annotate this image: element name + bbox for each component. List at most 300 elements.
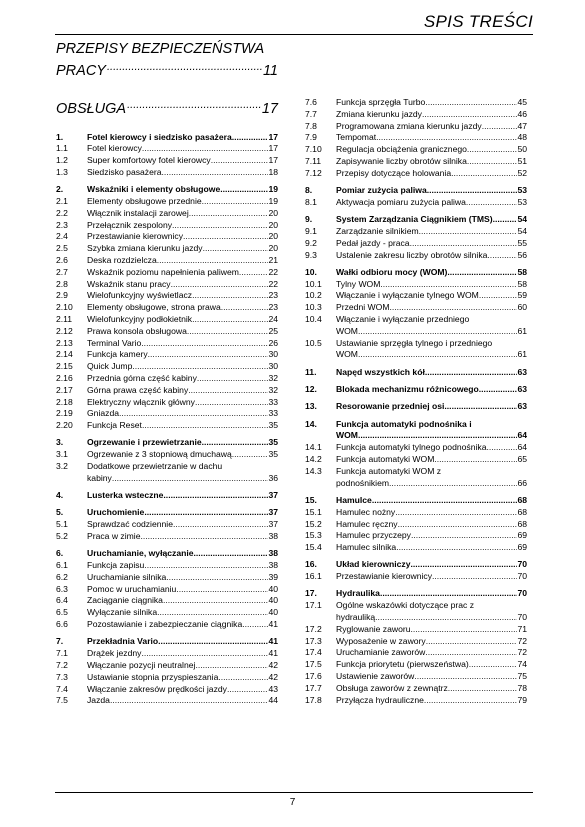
toc-main-entry-line: OBSŁUGA [56, 101, 127, 117]
toc-entry-number: 9.2 [305, 237, 317, 248]
toc-section-entry[interactable] [56, 326, 278, 338]
toc-entry-title: Funkcja automatyki WOM z [336, 465, 442, 476]
toc-page-number: 35 [268, 437, 278, 448]
dot-leader [157, 255, 269, 267]
toc-section-entry[interactable] [56, 695, 278, 707]
dot-leader [242, 619, 268, 631]
toc-section-entry[interactable] [305, 168, 527, 180]
dot-leader [486, 442, 517, 454]
dot-leader [487, 250, 517, 262]
toc-section-entry[interactable] [56, 584, 278, 596]
toc-entry-number: 14.1 [305, 442, 322, 453]
toc-section-entry[interactable] [305, 442, 527, 454]
toc-section-entry[interactable] [305, 144, 527, 156]
toc-entry-title: Górna prawa część kabiny [87, 384, 189, 395]
toc-page-number: 33 [268, 408, 278, 419]
toc-entry-title: Funkcja Reset [87, 420, 142, 431]
dot-leader [166, 572, 268, 584]
toc-entry-number: 2.15 [56, 361, 73, 372]
toc-page-number: 61 [517, 325, 527, 336]
toc-section-entry[interactable] [56, 449, 278, 461]
toc-main-entry-line: PRACY [56, 63, 106, 79]
toc-page-number: 53 [517, 196, 527, 207]
dot-leader [434, 454, 517, 466]
toc-main-entry-operation[interactable] [56, 96, 278, 118]
toc-page-number: 47 [517, 120, 527, 131]
toc-section-entry[interactable] [56, 519, 278, 531]
toc-entry-title: Dodatkowe przewietrzanie w dachu [87, 461, 223, 472]
toc-page-number: 38 [268, 560, 278, 571]
toc-entry-title: Wskaźniki i elementy obsługowe [87, 184, 221, 195]
toc-entry-title: Pomoc w uruchamianiu [87, 583, 177, 594]
toc-chapter-entry[interactable] [305, 419, 527, 443]
dot-leader [195, 397, 269, 409]
toc-section-entry[interactable] [56, 595, 278, 607]
dot-leader [163, 490, 268, 502]
toc-entry-number: 16. [305, 559, 317, 570]
toc-page-number: 78 [517, 682, 527, 693]
toc-entry-number: 2.2 [56, 207, 68, 218]
toc-entry-title: Uruchamianie, wyłączanie [87, 548, 194, 559]
toc-entry-title: Ustalenie zakresu liczby obrotów silnika [336, 249, 488, 260]
toc-section-entry[interactable] [305, 97, 527, 109]
toc-section-entry[interactable] [56, 155, 278, 167]
toc-page-number: 68 [517, 518, 527, 529]
toc-section-entry[interactable] [305, 290, 527, 302]
toc-entry-title: Funkcja kamery [87, 349, 148, 360]
toc-section-entry[interactable] [305, 542, 527, 554]
toc-page-number: 74 [517, 659, 527, 670]
toc-entry-title: Gniazda [87, 408, 120, 419]
toc-entry-title: WOM [336, 349, 358, 360]
dot-leader [358, 349, 517, 361]
toc-entry-title: Zaciąganie ciągnika [87, 595, 163, 606]
toc-section-entry[interactable] [305, 197, 527, 209]
toc-entry-number: 15.3 [305, 530, 322, 541]
toc-entry-number: 9. [305, 214, 313, 225]
toc-entry-number: 7. [56, 636, 64, 647]
toc-entry-title: Praca w zimie [87, 531, 141, 541]
dot-leader [192, 314, 268, 326]
toc-entry-title: Ryglowanie zaworu [336, 623, 411, 634]
toc-section-entry[interactable] [56, 660, 278, 672]
toc-page-number: 51 [517, 155, 527, 166]
toc-entry-number: 5. [56, 507, 64, 518]
toc-section-entry[interactable] [305, 600, 527, 624]
header-rule [55, 34, 533, 35]
dot-leader [389, 302, 517, 314]
toc-section-entry[interactable] [56, 314, 278, 326]
toc-section-entry[interactable] [56, 196, 278, 208]
toc-chapter-entry[interactable] [56, 636, 278, 648]
dot-leader [425, 367, 518, 379]
toc-entry-title: Funkcja sprzęgła Turbo [336, 97, 426, 107]
toc-chapter-entry[interactable] [56, 184, 278, 196]
toc-entry-title: Siedzisko pasażera [87, 166, 162, 177]
toc-entry-title: Aktywacja pomiaru zużycia paliwa [336, 196, 466, 207]
toc-entry-title: Wyposażenie w zawory [336, 635, 426, 646]
toc-page-number: 40 [268, 583, 278, 594]
toc-page-number: 70 [517, 588, 527, 599]
toc-section-entry[interactable] [305, 238, 527, 250]
toc-section-entry[interactable] [56, 461, 278, 485]
dot-leader [202, 196, 269, 208]
toc-entry-number: 6.6 [56, 619, 68, 630]
toc-chapter-entry[interactable] [305, 185, 527, 197]
toc-section-entry[interactable] [56, 302, 278, 314]
toc-entry-title: Wałki odbioru mocy (WOM) [336, 266, 448, 277]
toc-section-entry[interactable] [305, 647, 527, 659]
toc-section-entry[interactable] [56, 255, 278, 267]
toc-page-number: 53 [517, 185, 527, 196]
toc-section-entry[interactable] [56, 338, 278, 350]
dot-leader [493, 214, 518, 226]
toc-page-number: 30 [268, 349, 278, 360]
toc-section-entry[interactable] [305, 454, 527, 466]
toc-entry-number: 10. [305, 266, 317, 277]
toc-section-entry[interactable] [56, 531, 278, 543]
toc-section-entry[interactable] [56, 208, 278, 220]
toc-section-entry[interactable] [305, 571, 527, 583]
toc-page-number: 19 [268, 184, 278, 195]
toc-section-entry[interactable] [305, 132, 527, 144]
toc-section-entry[interactable] [56, 408, 278, 420]
toc-chapter-entry[interactable] [56, 548, 278, 560]
toc-page-number: 11 [262, 63, 278, 79]
toc-entry-number: 2.20 [56, 420, 73, 431]
toc-section-entry[interactable] [56, 143, 278, 155]
toc-chapter-entry[interactable] [305, 495, 527, 507]
toc-page-number: 63 [517, 366, 527, 377]
toc-entry-number: 3.1 [56, 449, 68, 460]
toc-section-entry[interactable] [305, 519, 527, 531]
toc-page-number: 26 [268, 337, 278, 348]
dot-leader [358, 326, 517, 338]
toc-page-number: 37 [268, 519, 278, 530]
dot-leader [410, 238, 518, 250]
toc-section-entry[interactable] [56, 267, 278, 279]
toc-page-number: 24 [268, 313, 278, 324]
toc-section-entry[interactable] [56, 607, 278, 619]
toc-entry-title: Hamulec ręczny [336, 518, 398, 529]
toc-page-number: 20 [268, 231, 278, 242]
toc-section-entry[interactable] [305, 302, 527, 314]
dot-leader [203, 243, 269, 255]
dot-leader [162, 167, 269, 179]
toc-page-number: 17 [268, 131, 278, 142]
toc-section-entry[interactable] [305, 507, 527, 519]
toc-entry-number: 4. [56, 490, 64, 501]
dot-leader [376, 132, 517, 144]
toc-entry-title: Wskaźnik poziomu napełnienia paliwem [87, 266, 239, 277]
toc-page-number: 68 [517, 494, 527, 505]
toc-entry-number: 7.8 [305, 120, 317, 131]
dot-leader [451, 168, 517, 180]
dot-leader [396, 542, 517, 554]
toc-section-entry[interactable] [305, 695, 527, 707]
toc-chapter-entry[interactable] [305, 559, 527, 571]
toc-section-entry[interactable] [56, 167, 278, 179]
toc-entry-number: 10.5 [305, 337, 322, 348]
toc-section-entry[interactable] [305, 279, 527, 291]
toc-section-entry[interactable] [305, 671, 527, 683]
dot-leader [375, 612, 517, 624]
toc-entry-number: 6.5 [56, 607, 68, 618]
dot-leader [197, 373, 269, 385]
toc-section-entry[interactable] [56, 243, 278, 255]
toc-section-entry[interactable] [56, 420, 278, 432]
toc-entry-number: 2.5 [56, 243, 68, 254]
dot-leader [372, 495, 518, 507]
toc-entry-title: Ustawianie stopnia przyspieszania [87, 671, 219, 682]
toc-entry-number: 15.4 [305, 542, 322, 553]
toc-chapter-entry[interactable] [56, 132, 278, 144]
toc-entry-title: Programowana zmiana kierunku jazdy [336, 120, 482, 131]
toc-entry-number: 6.1 [56, 560, 68, 571]
toc-page-number: 35 [268, 420, 278, 431]
toc-section-entry[interactable] [305, 338, 527, 362]
toc-chapter-entry[interactable] [56, 437, 278, 449]
toc-entry-title: Lusterka wsteczne [87, 490, 164, 501]
toc-page-number: 72 [517, 647, 527, 658]
dot-leader [466, 197, 518, 209]
toc-section-entry[interactable] [56, 279, 278, 291]
toc-section-entry[interactable] [56, 397, 278, 409]
toc-entry-title: Przestawianie kierownicy [336, 571, 432, 582]
toc-entry-number: 15.1 [305, 506, 322, 517]
dot-leader [157, 607, 268, 619]
toc-entry-title: Ogrzewanie z 3 stopniową dmuchawą [87, 449, 232, 460]
toc-entry-number: 7.4 [56, 683, 68, 694]
toc-page-number: 17 [268, 143, 278, 154]
toc-left-column [56, 126, 278, 707]
toc-page-number: 50 [517, 144, 527, 155]
toc-entry-title: podnośnikiem [336, 477, 390, 488]
toc-section-entry[interactable] [305, 121, 527, 133]
toc-entry-number: 2.3 [56, 219, 68, 230]
toc-entry-number: 11. [305, 366, 317, 377]
toc-section-entry[interactable] [305, 530, 527, 542]
toc-chapter-entry[interactable] [305, 401, 527, 413]
dot-leader [171, 279, 269, 291]
toc-page-number: 38 [268, 531, 278, 541]
toc-entry-number: 8.1 [305, 196, 317, 207]
toc-section-entry[interactable] [56, 619, 278, 631]
toc-entry-title: Uruchomienie [87, 507, 145, 518]
toc-section-entry[interactable] [56, 648, 278, 660]
toc-section-entry[interactable] [56, 672, 278, 684]
dot-leader [110, 695, 269, 707]
toc-page-number: 23 [268, 302, 278, 313]
toc-page-number: 79 [517, 694, 527, 705]
toc-chapter-entry[interactable] [305, 384, 527, 396]
toc-entry-title: Przestawianie kierownicy [87, 231, 183, 242]
dot-leader [112, 473, 269, 485]
toc-entry-title: Quick Jump [87, 361, 133, 372]
toc-section-entry[interactable] [305, 314, 527, 338]
toc-page-number: 37 [268, 507, 278, 518]
toc-page-number: 63 [517, 401, 527, 412]
toc-entry-title: WOM [336, 430, 358, 441]
toc-entry-title: Terminal Vario [87, 337, 142, 348]
toc-entry-number: 1. [56, 131, 64, 142]
dot-leader [211, 155, 269, 167]
dot-leader [141, 338, 268, 350]
toc-section-entry[interactable] [305, 109, 527, 121]
toc-page-number: 39 [268, 571, 278, 582]
toc-section-entry[interactable] [305, 466, 527, 490]
toc-page-number: 23 [268, 290, 278, 301]
toc-section-entry[interactable] [56, 684, 278, 696]
dot-leader [239, 267, 269, 279]
toc-entry-title: Funkcja automatyki podnośnika i [336, 418, 472, 429]
toc-entry-title: Układ kierowniczy [336, 559, 411, 570]
toc-entry-number: 2.9 [56, 290, 68, 301]
toc-entry-title: Hamulec nożny [336, 506, 396, 517]
toc-entry-number: 17.3 [305, 635, 322, 646]
toc-page-number: 70 [517, 559, 527, 570]
toc-entry-number: 2.8 [56, 278, 68, 289]
toc-chapter-entry[interactable] [305, 267, 527, 279]
toc-entry-number: 2. [56, 184, 64, 195]
dot-leader [425, 97, 517, 109]
toc-page-number: 45 [517, 97, 527, 107]
toc-section-entry[interactable] [305, 226, 527, 238]
dot-leader [395, 507, 517, 519]
dot-leader [469, 659, 518, 671]
dot-leader [398, 519, 518, 531]
toc-page-number: 40 [268, 595, 278, 606]
toc-section-entry[interactable] [305, 683, 527, 695]
toc-page-number: 44 [268, 695, 278, 706]
toc-entry-title: Włączanie i wyłączanie przedniego [336, 314, 470, 325]
dot-leader [194, 548, 269, 560]
toc-entry-number: 2.6 [56, 254, 68, 265]
toc-entry-number: 2.13 [56, 337, 73, 348]
toc-entry-number: 17.8 [305, 694, 322, 705]
section-title: SPIS TREŚCI [423, 12, 533, 31]
toc-entry-number: 1.1 [56, 143, 68, 154]
toc-entry-title: Fotel kierowcy [87, 143, 142, 154]
dot-leader [227, 684, 268, 696]
toc-section-entry[interactable] [305, 659, 527, 671]
toc-entry-number: 17.6 [305, 671, 322, 682]
toc-entry-title: Włączanie zakresów prędkości jazdy [87, 683, 227, 694]
toc-entry-title: Funkcja automatyki tylnego podnośnika [336, 442, 487, 453]
dot-leader [189, 208, 269, 220]
dot-leader [188, 385, 268, 397]
toc-entry-title: Wyłączanie silnika [87, 607, 158, 618]
toc-entry-title: Przekładnia Vario [87, 636, 159, 647]
toc-entry-number: 7.5 [56, 695, 68, 706]
toc-section-entry[interactable] [56, 385, 278, 397]
toc-chapter-entry[interactable] [305, 367, 527, 379]
toc-chapter-entry[interactable] [305, 214, 527, 226]
dot-leader [425, 647, 517, 659]
toc-entry-number: 10.1 [305, 278, 322, 289]
toc-entry-title: Przedni WOM [336, 302, 390, 313]
toc-entry-title: Napęd wszystkich kół [336, 366, 425, 377]
dot-leader [448, 683, 518, 695]
toc-entry-title: Hydraulika [336, 588, 380, 599]
toc-page-number: 46 [517, 108, 527, 119]
toc-section-entry[interactable] [305, 624, 527, 636]
toc-section-entry[interactable] [56, 572, 278, 584]
toc-entry-title: Hamulec silnika [336, 542, 397, 553]
toc-section-entry[interactable] [56, 290, 278, 302]
toc-entry-title: Pedał jazdy - praca [336, 237, 410, 248]
toc-main-entry-safety[interactable] [56, 40, 278, 80]
toc-entry-number: 17. [305, 588, 317, 599]
toc-entry-title: Blokada mechanizmu różnicowego [336, 384, 479, 395]
toc-page-number: 17 [268, 155, 278, 166]
toc-page-number: 58 [517, 266, 527, 277]
toc-section-entry[interactable] [56, 361, 278, 373]
toc-entry-number: 14.2 [305, 454, 322, 465]
toc-entry-title: Elektryczny włącznik główny [87, 396, 195, 407]
toc-entry-number: 2.19 [56, 408, 73, 419]
toc-entry-number: 9.3 [305, 249, 317, 260]
toc-section-entry[interactable] [305, 250, 527, 262]
toc-entry-title: Ustawianie sprzęgła tylnego i przedniego [336, 337, 493, 348]
toc-chapter-entry[interactable] [56, 490, 278, 502]
dot-leader [232, 132, 269, 144]
dot-leader [479, 290, 518, 302]
dot-leader [411, 530, 517, 542]
toc-entry-title: Włącznik instalacji zarowej [87, 207, 189, 218]
toc-chapter-entry[interactable] [56, 507, 278, 519]
toc-page-number: 65 [517, 454, 527, 465]
toc-entry-number: 14. [305, 418, 317, 429]
toc-page-number: 41 [268, 619, 278, 630]
toc-entry-title: WOM [336, 325, 358, 336]
toc-entry-number: 13. [305, 401, 317, 412]
dot-leader [163, 595, 268, 607]
toc-page-number: 55 [517, 237, 527, 248]
dot-leader [173, 519, 268, 531]
toc-page-number: 38 [268, 548, 278, 559]
toc-entry-number: 10.4 [305, 314, 322, 325]
dot-leader [426, 636, 518, 648]
toc-section-entry[interactable] [305, 156, 527, 168]
toc-entry-title: Funkcja automatyki WOM [336, 454, 435, 465]
toc-entry-number: 2.14 [56, 349, 73, 360]
toc-section-entry[interactable] [56, 231, 278, 243]
toc-page-number: 75 [517, 671, 527, 682]
toc-page-number: 32 [268, 384, 278, 395]
toc-entry-number: 8. [305, 185, 313, 196]
toc-page-number: 48 [517, 132, 527, 143]
dot-leader [142, 143, 269, 155]
toc-page-number: 30 [268, 361, 278, 372]
toc-section-entry[interactable] [305, 636, 527, 648]
toc-entry-number: 7.11 [305, 155, 322, 166]
dot-leader [467, 156, 518, 168]
toc-page-number: 25 [268, 325, 278, 336]
dot-leader [380, 279, 517, 291]
dot-leader [172, 220, 268, 232]
toc-chapter-entry[interactable] [305, 588, 527, 600]
toc-entry-title: hydrauliką [336, 612, 376, 623]
toc-section-entry[interactable] [56, 560, 278, 572]
toc-page-number: 20 [268, 219, 278, 230]
toc-entry-number: 7.6 [305, 97, 317, 107]
toc-section-entry[interactable] [56, 220, 278, 232]
toc-section-entry[interactable] [56, 373, 278, 385]
dot-leader [220, 184, 268, 196]
dot-leader [202, 437, 269, 449]
toc-section-entry[interactable] [56, 349, 278, 361]
